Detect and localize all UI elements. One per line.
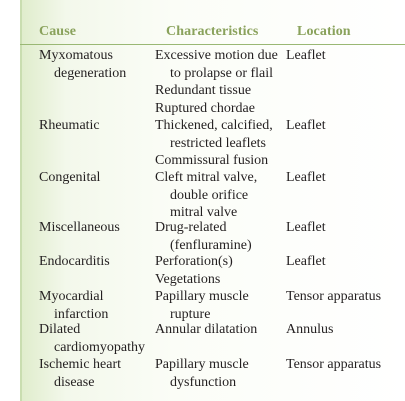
location-cell (286, 356, 381, 374)
characteristics-cell (155, 219, 252, 254)
location-cell (286, 288, 381, 306)
cause-line: Dilated (39, 322, 81, 337)
characteristics-line: Perforation(s) (155, 254, 233, 269)
cause-line: Ischemic heart (39, 357, 122, 372)
cause-line: cardiomyopathy (54, 339, 145, 355)
characteristics-line: Cleft mitral valve, (155, 170, 258, 185)
location-line: Leaflet (286, 48, 326, 63)
characteristics-line: restricted leaflets (170, 135, 267, 151)
cause-line: Congenital (39, 170, 101, 185)
cause-line: disease (54, 374, 95, 390)
characteristics-line: Redundant tissue (155, 83, 252, 98)
table-panel (20, 0, 405, 401)
cause-cell (39, 253, 110, 271)
cause-line: Endocarditis (39, 254, 110, 269)
cause-cell (39, 356, 121, 391)
cause-line: Myxomatous (39, 48, 113, 63)
location-cell (286, 253, 326, 271)
characteristics-line: to prolapse or flail (170, 65, 274, 81)
header-location: Location (297, 24, 351, 39)
characteristics-line: mitral valve (170, 205, 238, 220)
characteristics-line: Papillary muscle (155, 289, 249, 304)
characteristics-line: Commissural fusion (155, 153, 269, 168)
location-line: Annulus (286, 322, 334, 337)
cause-cell (39, 117, 100, 135)
location-line: Leaflet (286, 254, 326, 269)
characteristics-cell (155, 288, 249, 323)
cause-line: Myocardial (39, 289, 104, 304)
characteristics-cell (155, 253, 233, 288)
location-cell (286, 219, 326, 237)
location-cell (286, 169, 326, 187)
location-line: Tensor apparatus (286, 289, 382, 304)
cause-cell (39, 47, 126, 82)
location-cell (286, 117, 326, 135)
characteristics-line: Papillary muscle (155, 357, 249, 372)
characteristics-line: rupture (170, 306, 211, 322)
cause-line: infarction (54, 306, 109, 322)
characteristics-cell (155, 117, 273, 170)
characteristics-cell (155, 356, 249, 391)
characteristics-line: Thickened, calcified, (155, 118, 273, 133)
cause-line: Miscellaneous (39, 220, 120, 235)
characteristics-line: Ruptured chordae (155, 100, 255, 116)
characteristics-line: dysfunction (170, 374, 237, 390)
characteristics-cell (155, 321, 257, 339)
cause-cell (39, 288, 108, 323)
characteristics-cell (155, 47, 278, 117)
characteristics-line: (fenfluramine) (170, 237, 252, 253)
location-line: Leaflet (286, 118, 326, 133)
characteristics-line: double orifice (170, 187, 249, 203)
characteristics-line: Excessive motion due (155, 48, 278, 63)
header-cause: Cause (39, 24, 77, 39)
characteristics-line: Drug-related (155, 220, 227, 235)
location-cell (286, 321, 333, 339)
location-cell (286, 47, 326, 65)
cause-cell (39, 219, 120, 237)
table-header (20, 0, 405, 45)
location-line: Leaflet (286, 220, 326, 235)
cause-cell (39, 169, 100, 187)
characteristics-cell (155, 169, 257, 222)
characteristics-line: Annular dilatation (155, 322, 258, 337)
cause-line: degeneration (54, 65, 127, 81)
location-line: Leaflet (286, 170, 326, 185)
cause-cell (39, 321, 145, 356)
header-characteristics: Characteristics (166, 24, 259, 39)
location-line: Tensor apparatus (286, 357, 382, 372)
cause-line: Rheumatic (39, 118, 100, 133)
characteristics-line: Vegetations (155, 271, 221, 287)
